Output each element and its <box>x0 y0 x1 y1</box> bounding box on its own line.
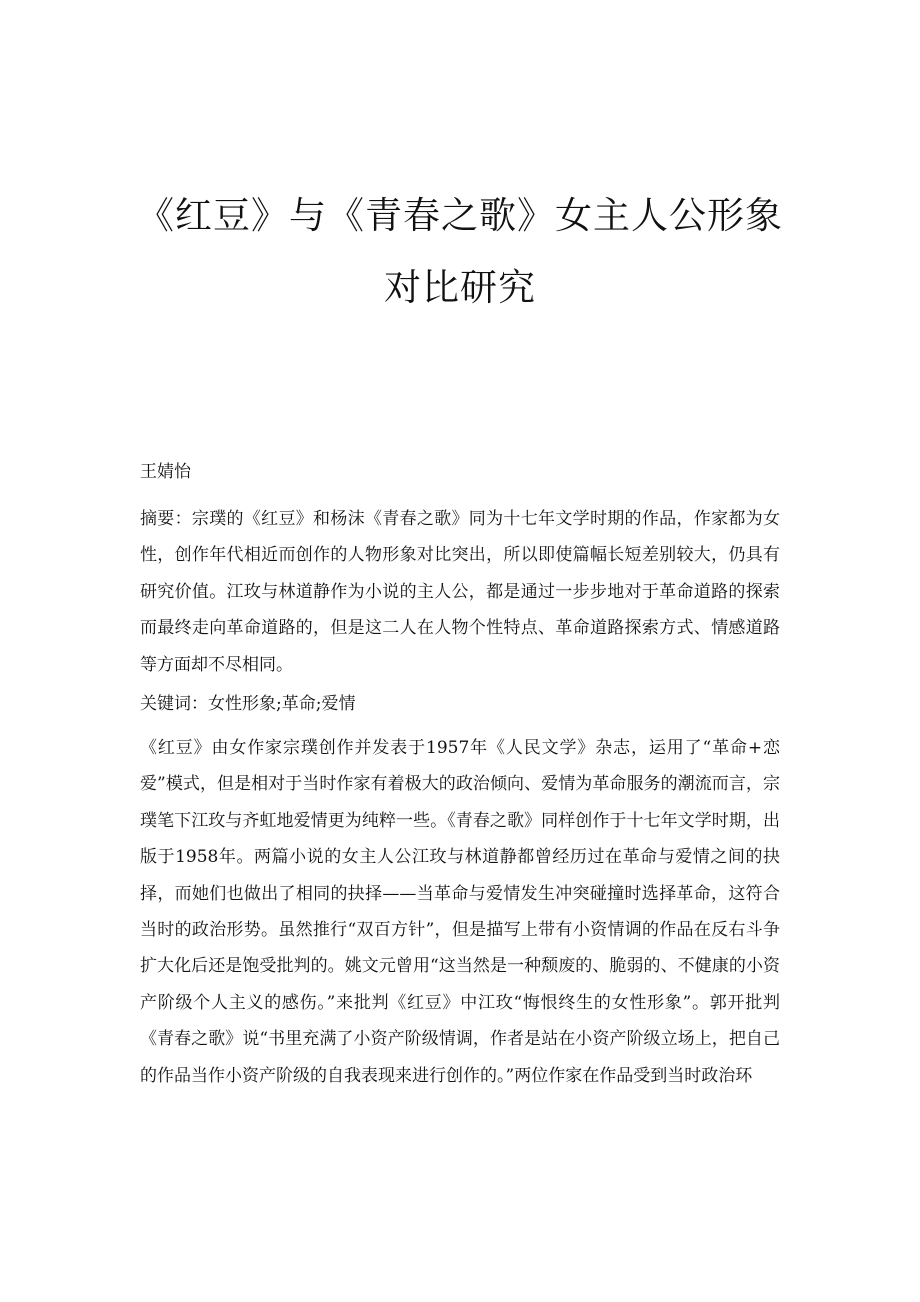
body-paragraph: 《红豆》由女作家宗璞创作并发表于1957年《人民文学》杂志，运用了“革命+恋爱”模式，但是相对于当时作家有着极大的政治倾向、爱情为革命服务的潮流而言，宗璞笔下江玫与齐虹地爱情更为纯粹一些。《青春之歌》同样创作于十七年文学时期，出版于1958年。两篇小说的女主人公江玫与林道静都曾经历过在革命与爱情之间的抉择，而她们也做出了相同的抉择——当革命与爱情发生冲突碰撞时选择革命，这符合当时的政治形势。虽然推行“双百方针”，但是描写上带有小资情调的作品在反右斗争扩大化后还是饱受批判的。姚文元曾用“这当然是一种颓废的、脆弱的、不健康的小资产阶级个人主义的感伤。”来批判《红豆》中江玫“悔恨终生的女性形象”。郭开批判《青春之歌》说“书里充满了小资产阶级情调，作者是站在小资产阶级立场上，把自己的作品当作小资产阶级的自我表现来进行创作的。”两位作家在作品受到当时政治环 <box>140 738 780 1086</box>
paper-title-line-1: 《红豆》与《青春之歌》女主人公形象 <box>137 194 783 237</box>
abstract-paragraph: 摘要：宗璞的《红豆》和杨沫《青春之歌》同为十七年文学时期的作品，作家都为女性，创作年代相近而创作的人物形象对比突出，所以即使篇幅长短差别较大，仍具有研究价值。江玫与林道静作为小说的主人公，都是通过一步步地对于革命道路的探索而最终走向革命道路的，但是这二人在人物个性特点、革命道路探索方式、情感道路等方面却不尽相同。 <box>140 509 780 675</box>
author-name: 王婧怡 <box>140 462 191 482</box>
paper-title-line-2: 对比研究 <box>384 266 536 309</box>
keywords-line: 关键词：女性形象;革命;爱情 <box>140 694 356 714</box>
